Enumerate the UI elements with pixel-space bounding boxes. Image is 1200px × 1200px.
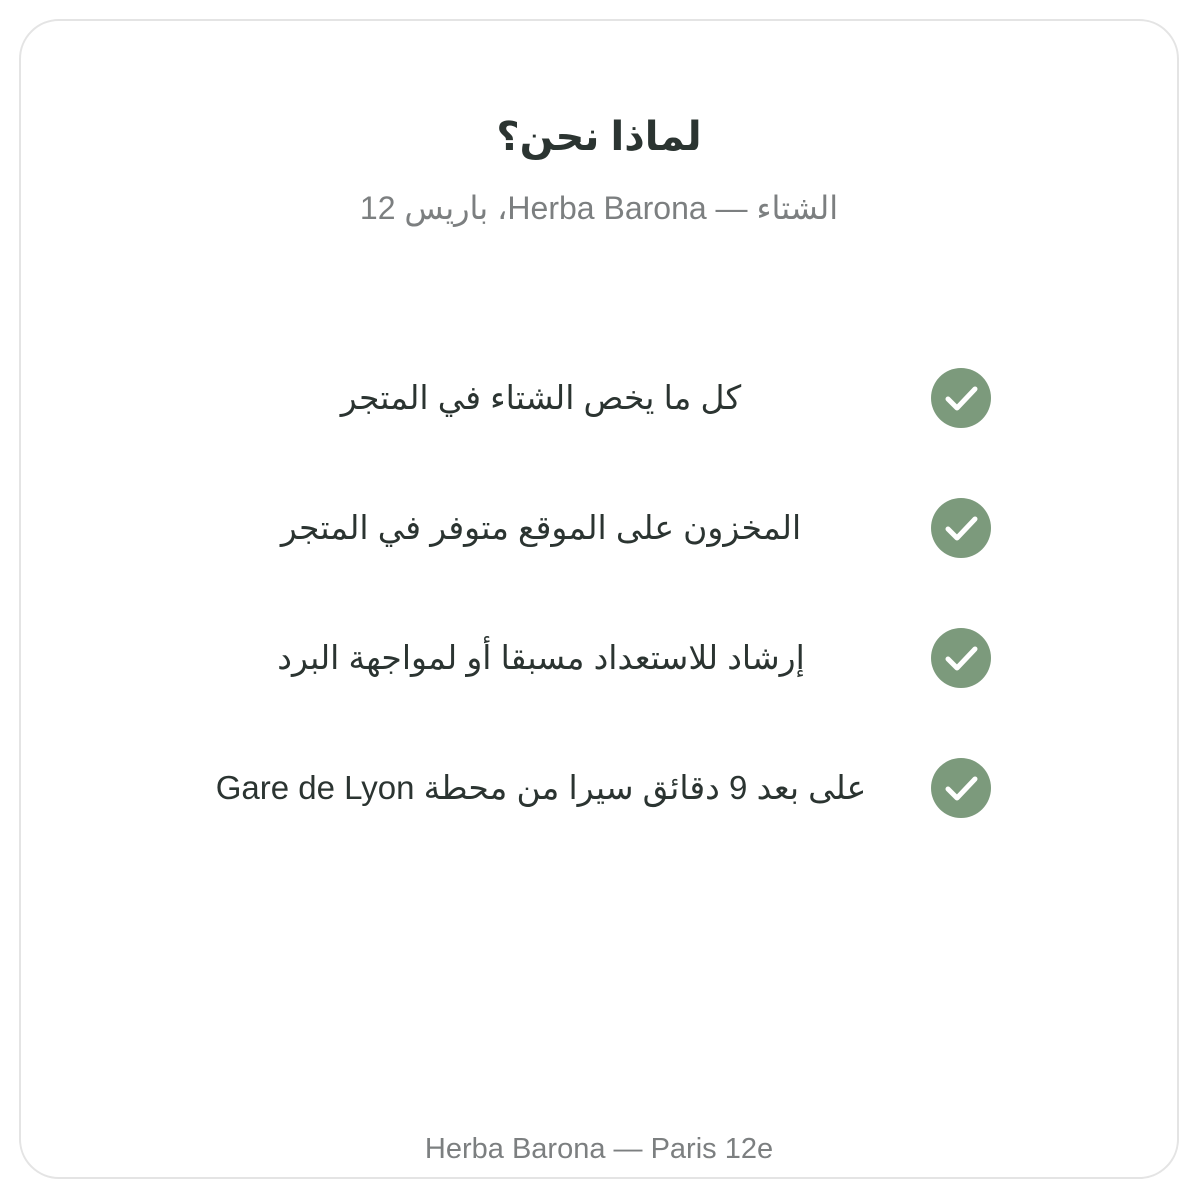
feature-item bbox=[21, 368, 1177, 428]
check-circle-icon bbox=[931, 628, 991, 688]
feature-list bbox=[21, 21, 1177, 1177]
feature-text: على بعد 9 دقائق سيرا من محطة Gare de Lyon bbox=[215, 769, 867, 806]
feature-text: كل ما يخص الشتاء في المتجر bbox=[340, 379, 742, 416]
check-circle-icon bbox=[931, 498, 991, 558]
page-title: لماذا نحن؟ bbox=[496, 115, 702, 159]
check-circle-icon bbox=[931, 758, 991, 818]
feature-item bbox=[21, 758, 1177, 818]
page-subtitle: الشتاء — Herba Barona، باريس 12 bbox=[359, 190, 839, 226]
feature-item bbox=[21, 628, 1177, 688]
feature-item bbox=[21, 498, 1177, 558]
check-circle-icon bbox=[931, 368, 991, 428]
feature-text: المخزون على الموقع متوفر في المتجر bbox=[280, 509, 802, 546]
feature-text: إرشاد للاستعداد مسبقا أو لمواجهة البرد bbox=[277, 639, 805, 676]
why-us-card bbox=[19, 19, 1179, 1179]
footer-text: Herba Barona — Paris 12e bbox=[424, 1133, 774, 1165]
